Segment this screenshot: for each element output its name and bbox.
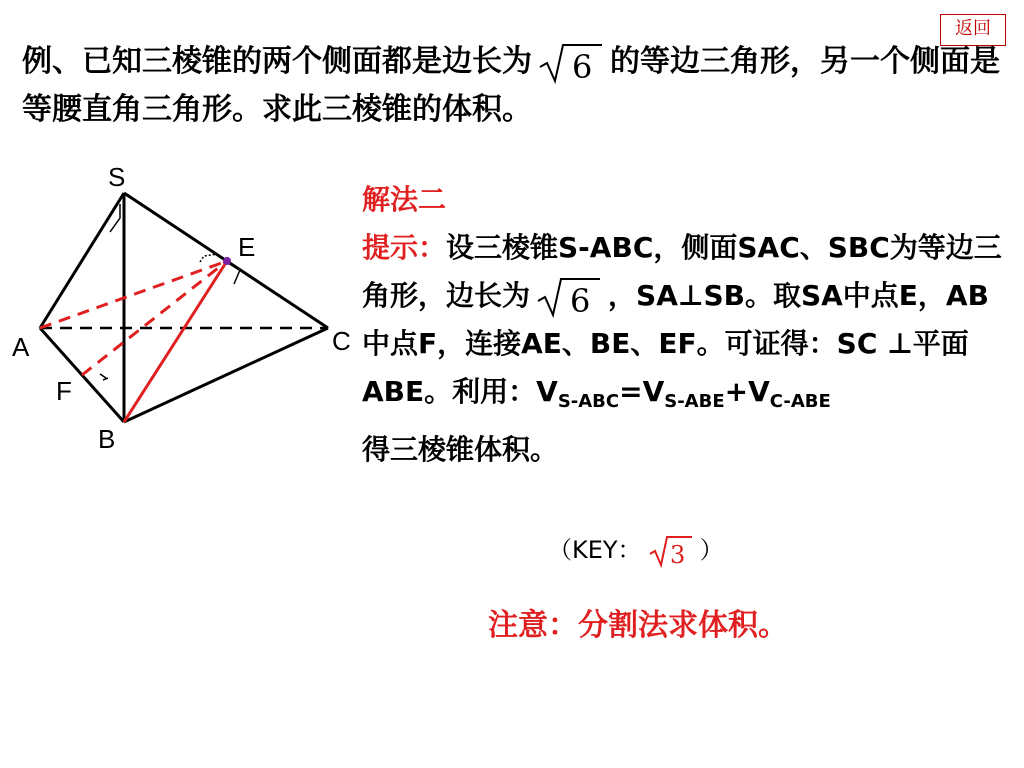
solution-line2: SA⊥SB。取SA中点E，AB中点F，连接AE、BE、EF。可证得：SC ⊥平面ABE。利用： xyxy=(362,279,989,408)
key-close: ） xyxy=(699,536,724,564)
label-F: F xyxy=(56,376,72,406)
hint-label: 提示： xyxy=(362,231,447,264)
label-E: E xyxy=(238,232,256,262)
edge-SA xyxy=(40,193,124,328)
volume-formula: $V_{S-ABC}=V_{S-ABE}+V_{C-ABE}$ xyxy=(536,375,831,412)
segment-AE xyxy=(40,261,227,328)
answer-key xyxy=(548,530,724,568)
solution-line3: 得三棱锥体积。 xyxy=(362,433,559,466)
key-radicand: 3 xyxy=(669,541,685,568)
key-open: （KEY： xyxy=(548,536,642,564)
right-angle-mark-F xyxy=(100,374,108,380)
right-angle-mark-E xyxy=(226,262,240,284)
back-button[interactable]: 返回 xyxy=(940,14,1006,46)
label-C: C xyxy=(332,326,351,356)
segment-EF xyxy=(82,261,227,375)
label-S: S xyxy=(108,162,126,192)
label-A: A xyxy=(12,332,30,362)
problem-text-2: 的等边三角形，另一个侧面是等腰直角三角形。求此三棱锥的体积。 xyxy=(22,44,1000,127)
problem-statement xyxy=(22,38,1012,134)
label-B: B xyxy=(98,424,116,454)
sqrt-radicand: 6 xyxy=(572,47,593,85)
sqrt-3-answer xyxy=(648,534,694,568)
note-text: 注意：分割法求体积。 xyxy=(488,608,788,643)
method-title: 解法二 xyxy=(362,183,447,216)
solution-line1-end: ， xyxy=(608,279,637,312)
sqrt-6-expression xyxy=(538,41,604,85)
point-E-dot xyxy=(223,257,231,265)
solution-line1: 设三棱锥S-ABC，侧面SAC、SBC为等边三角形，边长为 xyxy=(362,231,1002,312)
sqrt-6-solution xyxy=(536,275,602,319)
solution-block xyxy=(362,176,1002,474)
solution-body xyxy=(362,224,1002,426)
problem-text-1: 例、已知三棱锥的两个侧面都是边长为 xyxy=(22,44,532,79)
sqrt-radicand-solution: 6 xyxy=(570,282,591,319)
pyramid-figure xyxy=(0,160,360,460)
